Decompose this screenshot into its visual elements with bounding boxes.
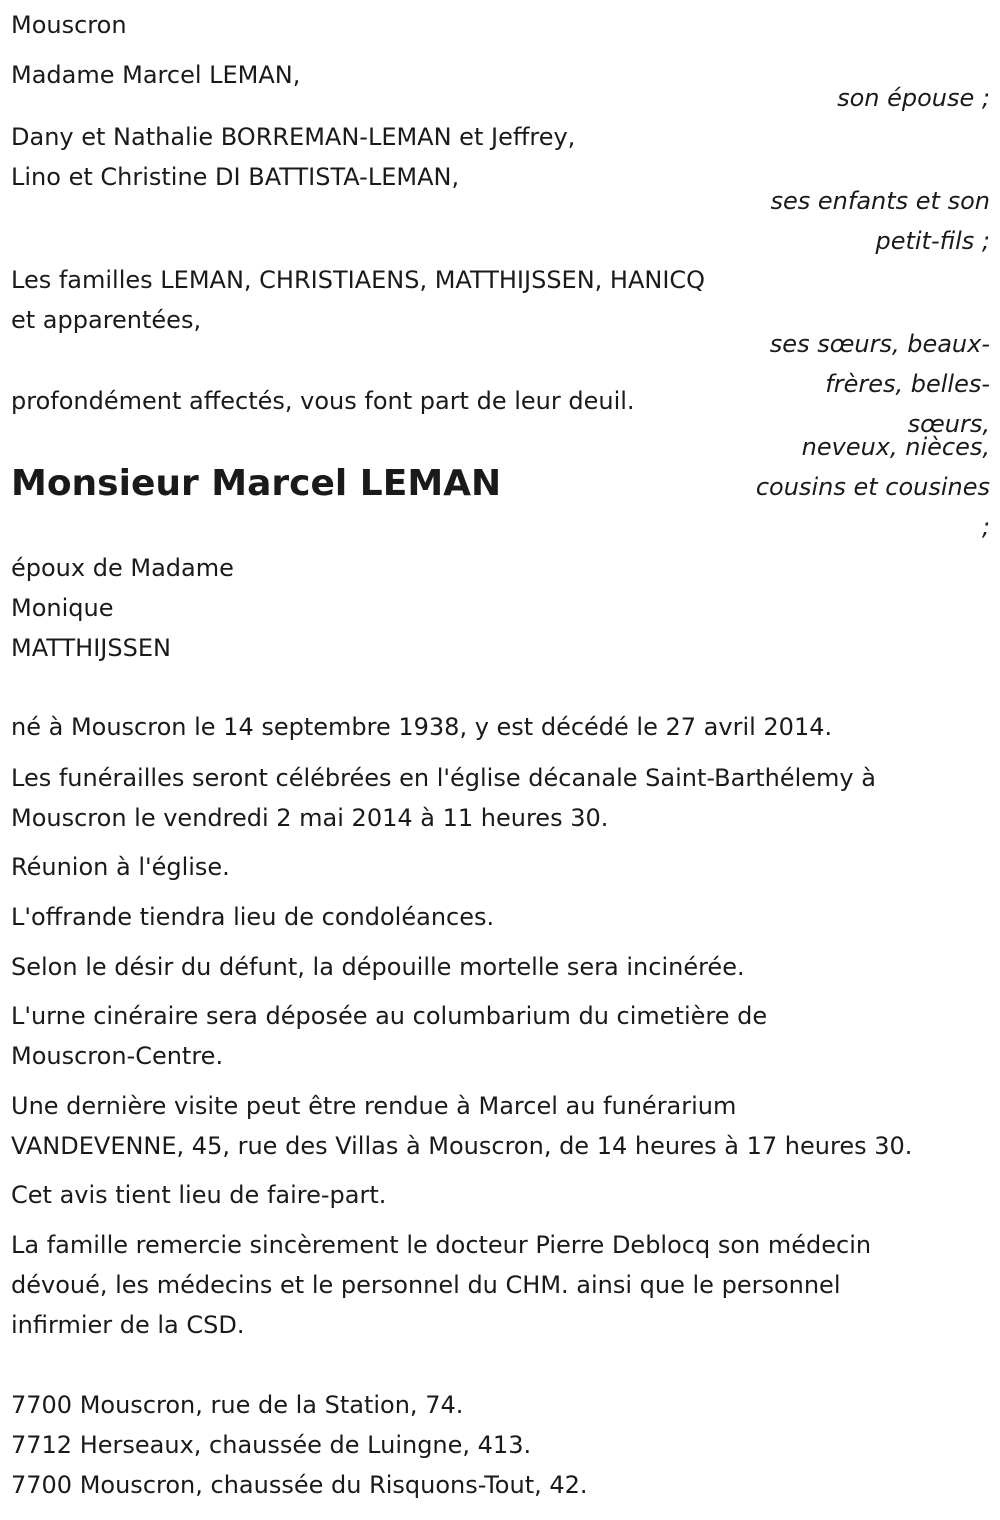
detail-thanks: dévoué, les médecins et le personnel du CHM. ainsi que le personnel xyxy=(11,1271,841,1299)
spouse-line: Monique xyxy=(11,594,114,622)
address-line: 7700 Mouscron, rue de la Station, 74. xyxy=(11,1391,464,1419)
mourner-line: Madame Marcel LEMAN, xyxy=(11,61,301,89)
detail-visit: VANDEVENNE, 45, rue des Villas à Mouscron, de 14 heures à 17 heures 30. xyxy=(11,1132,913,1160)
detail-visit: Une dernière visite peut être rendue à Marcel au funérarium xyxy=(11,1092,737,1120)
detail-thanks: infirmier de la CSD. xyxy=(11,1311,245,1339)
relation-family: ; xyxy=(981,513,990,541)
detail-offering: L'offrande tiendra lieu de condoléances. xyxy=(11,903,495,931)
announcement: profondément affectés, vous font part de leur deuil. xyxy=(11,387,635,415)
detail-birth-death: né à Mouscron le 14 septembre 1938, y est décédé le 27 avril 2014. xyxy=(11,713,833,741)
mourner-line: Lino et Christine DI BATTISTA-LEMAN, xyxy=(11,163,460,191)
spouse-line: MATTHIJSSEN xyxy=(11,634,171,662)
address-line: 7712 Herseaux, chaussée de Luingne, 413. xyxy=(11,1431,532,1459)
city-header: Mouscron xyxy=(11,11,127,39)
deceased-name: Monsieur Marcel LEMAN xyxy=(11,463,502,504)
address-line: 7700 Mouscron, chaussée du Risquons-Tout, 42. xyxy=(11,1471,588,1499)
detail-notice: Cet avis tient lieu de faire-part. xyxy=(11,1181,387,1209)
mourner-line: Les familles LEMAN, CHRISTIAENS, MATTHIJSSEN, HANICQ xyxy=(11,266,706,294)
relation-children: petit-fils ; xyxy=(875,227,990,255)
relation-family: cousins et cousines xyxy=(755,473,990,501)
relation-family: sœurs, xyxy=(907,410,990,438)
detail-urn: L'urne cinéraire sera déposée au columbarium du cimetière de xyxy=(11,1002,768,1030)
relation-family: neveux, nièces, xyxy=(801,433,990,461)
spouse-line: époux de Madame xyxy=(11,554,234,582)
detail-cremation: Selon le désir du défunt, la dépouille mortelle sera incinérée. xyxy=(11,953,745,981)
relation-children: ses enfants et son xyxy=(770,187,990,215)
detail-reunion: Réunion à l'église. xyxy=(11,853,230,881)
detail-urn: Mouscron-Centre. xyxy=(11,1042,224,1070)
mourner-line: Dany et Nathalie BORREMAN-LEMAN et Jeffrey, xyxy=(11,123,576,151)
detail-thanks: La famille remercie sincèrement le docteur Pierre Deblocq son médecin xyxy=(11,1231,872,1259)
detail-funeral: Les funérailles seront célébrées en l'église décanale Saint-Barthélemy à xyxy=(11,764,876,792)
relation-family: frères, belles- xyxy=(825,370,990,398)
detail-funeral: Mouscron le vendredi 2 mai 2014 à 11 heures 30. xyxy=(11,804,609,832)
relation-spouse: son épouse ; xyxy=(837,84,990,112)
relation-family: ses sœurs, beaux- xyxy=(769,330,990,358)
mourner-line: et apparentées, xyxy=(11,306,202,334)
